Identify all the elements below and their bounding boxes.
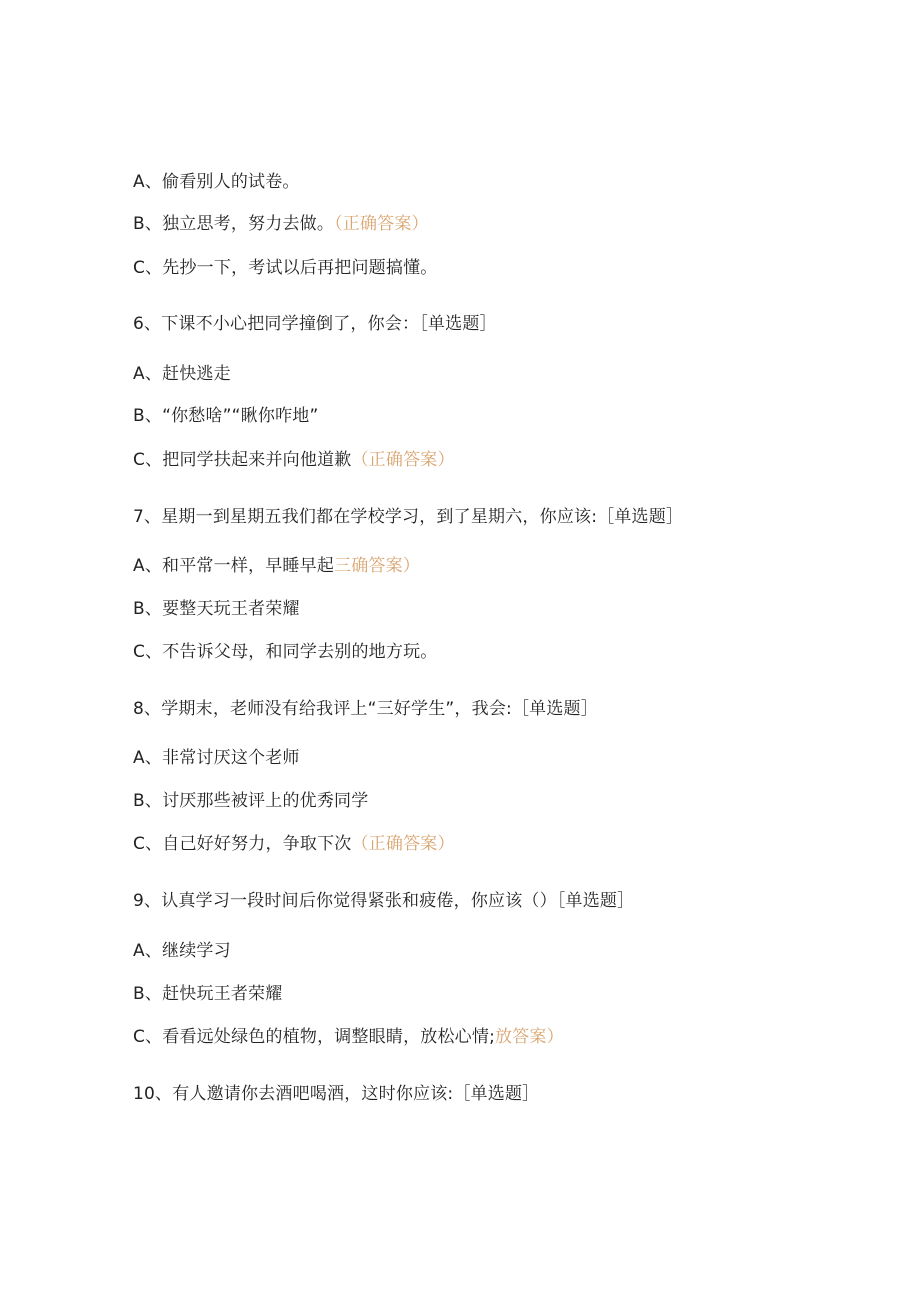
option-text: B、要整天玩王者荣耀 <box>133 599 300 619</box>
question-8 <box>133 698 598 720</box>
question-text: 6、下课不小心把同学撞倒了，你会：［单选题］ <box>133 314 497 334</box>
option-8a <box>133 747 300 769</box>
option-6b <box>133 405 319 427</box>
option-text: B、赶快玩王者荣耀 <box>133 984 283 1004</box>
option-text: A、继续学习 <box>133 941 231 961</box>
question-6 <box>133 313 497 335</box>
option-7b <box>133 598 300 620</box>
answer-tag: 放答案） <box>495 1027 564 1047</box>
option-5c <box>133 257 437 279</box>
option-text: B、讨厌那些被评上的优秀同学 <box>133 791 369 811</box>
answer-tag: （正确答案） <box>351 450 455 470</box>
option-5b <box>133 213 429 235</box>
option-text: C、看看远处绿色的植物，调整眼睛，放松心情; <box>133 1027 495 1047</box>
question-9 <box>133 890 634 912</box>
question-10 <box>133 1083 539 1105</box>
option-6a <box>133 363 231 385</box>
option-text: C、把同学扶起来并向他道歉 <box>133 450 352 470</box>
option-5a <box>133 171 300 193</box>
option-9c <box>133 1026 564 1048</box>
option-7c <box>133 641 437 663</box>
option-text: A、和平常一样，早睡早起 <box>133 556 335 576</box>
answer-tag: 三确答案） <box>334 556 421 576</box>
answer-tag: （正确答案） <box>351 834 455 854</box>
option-6c <box>133 449 455 471</box>
option-text: C、自己好好努力，争取下次 <box>133 834 352 854</box>
option-9b <box>133 983 282 1005</box>
option-text: A、赶快逃走 <box>133 364 231 384</box>
option-9a <box>133 940 231 962</box>
option-8b <box>133 790 368 812</box>
question-text: 10、有人邀请你去酒吧喝酒，这时你应该:［单选题］ <box>133 1084 540 1104</box>
answer-tag: （正确答案） <box>334 214 429 234</box>
option-text: A、偷看别人的试卷。 <box>133 172 300 192</box>
question-7 <box>133 506 683 528</box>
option-text: B、“你愁啥”“瞅你咋地” <box>133 406 319 426</box>
option-text: B、独立思考，努力去做。 <box>133 214 335 234</box>
option-text: C、先抄一下，考试以后再把问题搞懂。 <box>133 258 438 278</box>
option-text: C、不告诉父母，和同学去别的地方玩。 <box>133 642 438 662</box>
question-text: 9、认真学习一段时间后你觉得紧张和疲倦，你应该（）［单选题］ <box>133 891 635 911</box>
question-text: 7、星期一到星期五我们都在学校学习，到了星期六，你应该:［单选题］ <box>133 507 684 527</box>
option-7a <box>133 555 420 577</box>
option-text: A、非常讨厌这个老师 <box>133 748 300 768</box>
option-8c <box>133 833 455 855</box>
question-text: 8、学期末，老师没有给我评上“三好学生”，我会:［单选题］ <box>133 699 598 719</box>
